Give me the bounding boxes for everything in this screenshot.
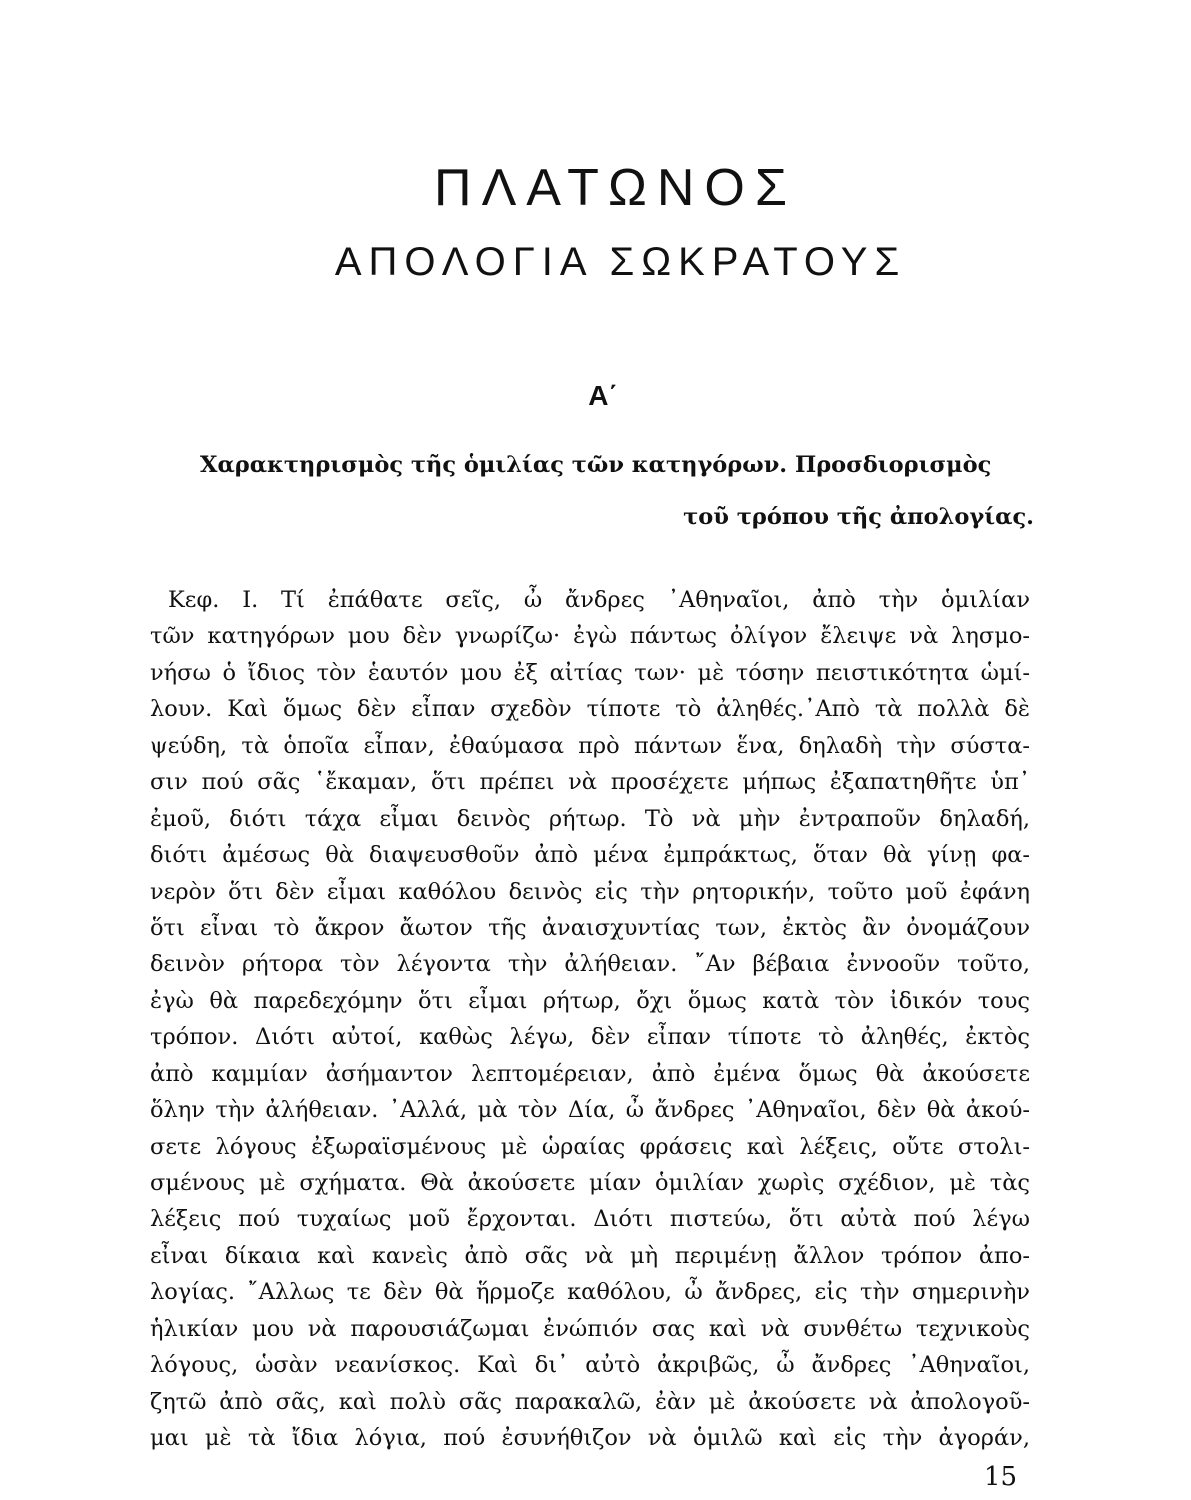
text-line: τῶν κατηγόρων μου δὲν γνωρίζω· ἐγὼ πάντως ὀλίγον ἔλειψε νὰ λησμο- [150, 623, 1030, 650]
text-line: ὅλην τὴν ἀλήθειαν. ᾿Αλλά, μὰ τὸν Δία, ὦ ἄνδρες ᾿Αθηναῖοι, δὲν θὰ ἀκού- [150, 1097, 1030, 1124]
text-line: ζητῶ ἀπὸ σᾶς, καὶ πολὺ σᾶς παρακαλῶ, ἐὰν μὲ ἀκούσετε νὰ ἀπολογοῦ- [150, 1388, 1030, 1415]
text-line: λουν. Καὶ ὅμως δὲν εἶπαν σχεδὸν τίποτε τὸ ἀληθές.᾿Απὸ τὰ πολλὰ δὲ [150, 696, 1030, 723]
text-line: διότι ἀμέσως θὰ διαψευσθοῦν ἀπὸ μένα ἐμπράκτως, ὅταν θὰ γίνῃ φα- [150, 842, 1030, 869]
section-heading-line-2: τοῦ τρόπου τῆς ἀπολογίας. [683, 504, 1034, 530]
text-line: ὅτι εἶναι τὸ ἄκρον ἄωτον τῆς ἀναισχυντίας των, ἐκτὸς ἂν ὀνομάζουν [150, 914, 1030, 941]
text-line: νερὸν ὅτι δὲν εἶμαι καθόλου δεινὸς εἰς τὴν ρητορικήν, τοῦτο μοῦ ἐφάνη [150, 878, 1030, 905]
page-number: 15 [984, 1462, 1018, 1492]
text-line: δεινὸν ρήτορα τὸν λέγοντα τὴν ἀλήθειαν. ῎Αν βέβαια ἐννοοῦν τοῦτο, [150, 951, 1030, 978]
text-line: ἀπὸ καμμίαν ἀσήμαντον λεπτομέρειαν, ἀπὸ ἐμένα ὅμως θὰ ἀκούσετε [150, 1060, 1030, 1087]
text-line: λόγους, ὡσὰν νεανίσκος. Καὶ δι᾿ αὐτὸ ἀκριβῶς, ὦ ἄνδρες ᾿Αθηναῖοι, [150, 1352, 1030, 1379]
text-line: μαι μὲ τὰ ἴδια λόγια, πού ἐσυνήθιζον νὰ ὁμιλῶ καὶ εἰς τὴν ἀγοράν, [150, 1425, 1030, 1452]
text-line: ἐμοῦ, διότι τάχα εἶμαι δεινὸς ρήτωρ. Τὸ νὰ μὴν ἐντραποῦν δηλαδή, [150, 805, 1030, 832]
text-line: Κεφ. I. Τί ἐπάθατε σεῖς, ὦ ἄνδρες ᾿Αθηναῖοι, ἀπὸ τὴν ὁμιλίαν [168, 587, 1030, 613]
work-title: ΑΠΟΛΟΓΙΑ ΣΩΚΡΑΤΟΥΣ [334, 240, 907, 284]
text-line: σμένους μὲ σχήματα. Θὰ ἀκούσετε μίαν ὁμιλίαν χωρὶς σχέδιον, μὲ τὰς [150, 1170, 1030, 1196]
author-title: ΠΛΑΤΩΝΟΣ [434, 159, 797, 217]
body-paragraph [150, 582, 1030, 1457]
text-line: σετε λόγους ἐξωραϊσμένους μὲ ὡραίας φράσεις καὶ λέξεις, οὔτε στολι- [150, 1133, 1030, 1160]
text-line: λέξεις πού τυχαίως μοῦ ἔρχονται. Διότι πιστεύω, ὅτι αὐτὰ πού λέγω [150, 1206, 1030, 1233]
text-line: τρόπον. Διότι αὐτοί, καθὼς λέγω, δὲν εἶπαν τίποτε τὸ ἀληθές, ἐκτὸς [150, 1024, 1030, 1051]
text-line: λογίας. ῎Αλλως τε δὲν θὰ ἥρμοζε καθόλου, ὦ ἄνδρες, εἰς τὴν σημερινὴν [150, 1279, 1030, 1306]
text-line: ἐγὼ θὰ παρεδεχόμην ὅτι εἶμαι ρήτωρ, ὄχι ὅμως κατὰ τὸν ἰδικόν τους [150, 987, 1030, 1014]
text-line: ψεύδη, τὰ ὁποῖα εἶπαν, ἐθαύμασα πρὸ πάντων ἕνα, δηλαδὴ τὴν σύστα- [150, 732, 1030, 759]
text-line: σιν πού σᾶς ῾ἔκαμαν, ὅτι πρέπει νὰ προσέχετε μήπως ἐξαπατηθῆτε ὑπ᾿ [150, 769, 1030, 796]
section-heading-line-1: Χαρακτηρισμὸς τῆς ὁμιλίας τῶν κατηγόρων. Προσδιορισμὸς [200, 452, 992, 478]
text-line: εἶναι δίκαια καὶ κανεὶς ἀπὸ σᾶς νὰ μὴ περιμένῃ ἄλλον τρόπον ἀπο- [150, 1242, 1030, 1269]
text-line: νήσω ὁ ἴδιος τὸν ἑαυτόν μου ἐξ αἰτίας των· μὲ τόσην πειστικότητα ὡμί- [150, 659, 1030, 686]
text-line: ἡλικίαν μου νὰ παρουσιάζωμαι ἐνώπιόν σας καὶ νὰ συνθέτω τεχνικοὺς [150, 1315, 1030, 1342]
section-numeral: Α΄ [588, 380, 618, 411]
